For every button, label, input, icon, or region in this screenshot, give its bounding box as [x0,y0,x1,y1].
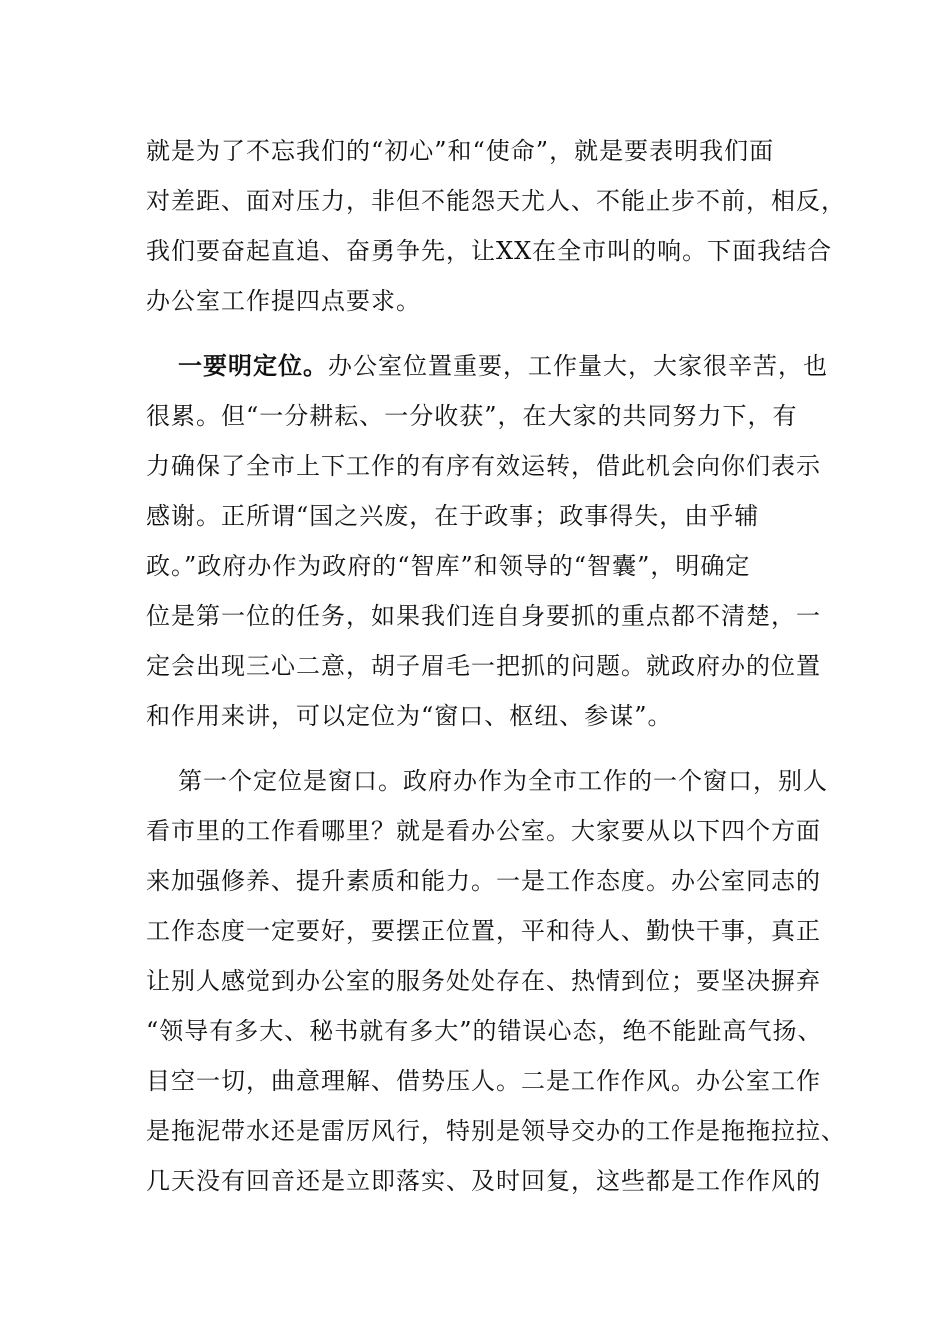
paragraph-3-line-5: 让别人感觉到办公室的服务处处存在、热情到位；要坚决摒弃 [146,967,821,995]
paragraph-2-heading: 一要明定位。 [178,351,328,380]
paragraph-2-line-8: 和作用来讲，可以定位为“窗口、枢纽、参谋”。 [146,702,673,730]
paragraph-3-line-1: 第一个定位是窗口。政府办作为全市工作的一个窗口，别人 [178,767,828,795]
paragraph-1-line-4: 办公室工作提四点要求。 [146,287,421,315]
paragraph-3-line-6: “领导有多大、秘书就有多大”的错误心态，绝不能趾高气扬、 [146,1017,823,1045]
paragraph-2-line-1 [178,351,828,381]
paragraph-3-line-2: 看市里的工作看哪里？就是看办公室。大家要从以下四个方面 [146,817,821,845]
paragraph-1-line-3: 我们要奋起直追、奋勇争先，让XX在全市叫的响。下面我结合 [146,237,833,265]
paragraph-2-line-7: 定会出现三心二意，胡子眉毛一把抓的问题。就政府办的位置 [146,652,821,680]
paragraph-3-line-8: 是拖泥带水还是雷厉风行，特别是领导交办的工作是拖拖拉拉、 [146,1117,846,1145]
paragraph-2-line-1-text: 办公室位置重要，工作量大，大家很辛苦，也 [328,352,828,380]
paragraph-3-line-9: 几天没有回音还是立即落实、及时回复，这些都是工作作风的 [146,1167,821,1195]
paragraph-1-line-1: 就是为了不忘我们的“初心”和“使命”，就是要表明我们面 [146,137,775,165]
paragraph-2-line-6: 位是第一位的任务，如果我们连自身要抓的重点都不清楚，一 [146,602,821,630]
paragraph-1-line-2: 对差距、面对压力，非但不能怨天尤人、不能止步不前，相反， [146,187,846,215]
paragraph-2-line-3: 力确保了全市上下工作的有序有效运转，借此机会向你们表示 [146,452,821,480]
paragraph-3-line-3: 来加强修养、提升素质和能力。一是工作态度。办公室同志的 [146,867,821,895]
paragraph-3-line-7: 目空一切，曲意理解、借势压人。二是工作作风。办公室工作 [146,1067,821,1095]
paragraph-2-line-4: 感谢。正所谓“国之兴废，在于政事；政事得失，由乎辅 [146,502,760,530]
paragraph-2-line-2: 很累。但“一分耕耘、一分收获”，在大家的共同努力下，有 [146,402,798,430]
paragraph-2-line-5: 政。”政府办作为政府的“智库”和领导的“智囊”，明确定 [146,552,751,580]
paragraph-3-line-4: 工作态度一定要好，要摆正位置，平和待人、勤快干事，真正 [146,917,821,945]
